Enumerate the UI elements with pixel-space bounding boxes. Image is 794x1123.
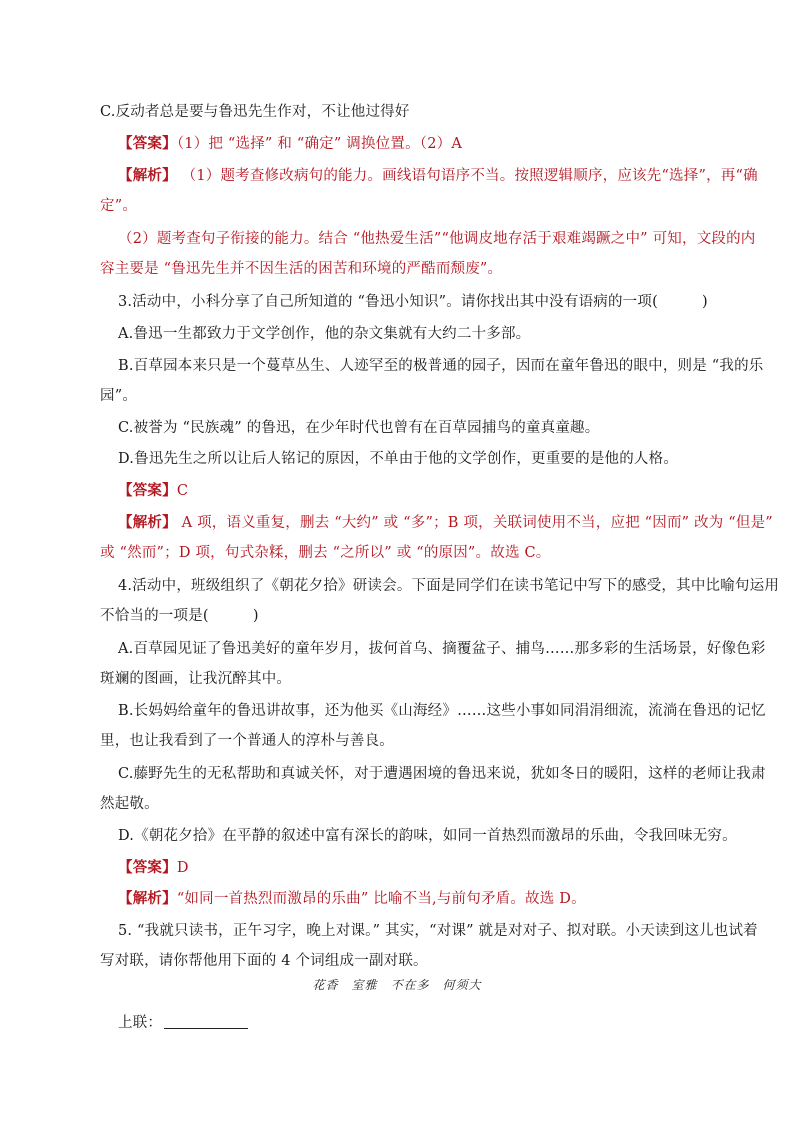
upper-couplet-blank[interactable] (164, 1014, 248, 1029)
q4-option-a-line2: 斑斓的图画，让我沉醉其中。 (100, 671, 292, 687)
q3-option-b-line2: 园”。 (100, 388, 138, 404)
q3-answer (118, 481, 724, 501)
q2-analysis2-line1: （2）题考查句子衔接的能力。结合 “他热爱生活”“他调皮地存活于艰难竭蹶之中” 可知，文段的内 (118, 231, 756, 247)
q4-option-b-line2: 里，也让我看到了一个普通人的淳朴与善良。 (100, 733, 394, 749)
q3-analysis-line2: 或 “然而”；D 项，句式杂糅，删去 “之所以” 或 “的原因”。故选 C。 (100, 545, 551, 561)
answer-tag: 【答案】 (118, 859, 177, 876)
couplet-words: 花香 室雅 不在多 何须大 (312, 978, 482, 992)
upper-couplet-label: 上联： (118, 1015, 163, 1031)
q4-option-d: D.《朝花夕拾》在平静的叙述中富有深长的韵味，如同一首热烈而激昂的乐曲，令我回味无穷。 (118, 828, 737, 844)
q4-option-c-line1: C.藤野先生的无私帮助和真诚关怀，对于遭遇困境的鲁迅来说，犹如冬日的暖阳，这样的老师让我肃 (118, 766, 766, 782)
q2-analysis (118, 166, 758, 186)
q4-question-line2: 不恰当的一项是( ) (100, 608, 259, 624)
q5-question-line2: 写对联，请你帮他用下面的 4 个词组成一副对联。 (100, 953, 428, 969)
answer-tag: 【答案】 (118, 135, 177, 152)
q3-option-c: C.被誉为 “民族魂” 的鲁迅，在少年时代也曾有在百草园捕鸟的童真童趣。 (118, 420, 600, 436)
q2-analysis2-line2: 容主要是 “鲁迅先生并不因生活的困苦和环境的严酷而颓废”。 (100, 261, 503, 277)
q3-analysis (118, 513, 773, 533)
q4-answer-text: D (176, 860, 189, 876)
q5-question-line1: 5. “我就只读书，正午习字，晚上对课。” 其实，“对课” 就是对对子、拟对联。小天读到这儿也试着 (118, 923, 758, 939)
q4-option-a-line1: A.百草园见证了鲁迅美好的童年岁月，拔何首乌、摘覆盆子、捕鸟……那多彩的生活场景，好像色彩 (118, 641, 766, 657)
q3-option-a: A.鲁迅一生都致力于文学创作，他的杂文集就有大约二十多部。 (118, 326, 531, 342)
q2-analysis-line1: （1）题考查修改病句的能力。画线语句语序不当。按照逻辑顺序，应该先“选择”，再“确 (181, 168, 758, 184)
q4-option-c-line2: 然起敬。 (100, 796, 159, 812)
q3-question: 3.活动中，小科分享了自己所知道的 “鲁迅小知识”。请你找出其中没有语病的一项( ) (118, 294, 708, 310)
q2-answer-text: （1）把 “选择” 和 “确定” 调换位置。（2）A (176, 136, 463, 152)
q3-option-b-line1: B.百草园本来只是一个蔓草丛生、人迹罕至的极普通的园子，因而在童年鲁迅的眼中，则是 “我的乐 (118, 358, 764, 374)
q2-answer (118, 134, 724, 154)
analysis-tag: 【解析】 (118, 167, 177, 184)
q4-question-line1: 4.活动中，班级组织了《朝花夕拾》研读会。下面是同学们在读书笔记中写下的感受，其中比喻句运用 (118, 578, 780, 594)
analysis-tag: 【解析】 (118, 890, 177, 907)
q2-analysis-line2: 定”。 (100, 198, 138, 214)
q4-analysis (118, 889, 724, 909)
q2-option-c: C.反动者总是要与鲁迅先生作对，不让他过得好 (100, 104, 410, 120)
q3-analysis-line1: A 项，语义重复，删去 “大约” 或 “多”；B 项，关联词使用不当，应把 “因而” 改为 “但是” (181, 515, 773, 531)
q4-analysis-text: “如同一首热烈而激昂的乐曲” 比喻不当,与前句矛盾。故选 D。 (176, 891, 586, 907)
q3-answer-text: C (176, 483, 189, 499)
upper-couplet-row (118, 1013, 724, 1033)
answer-tag: 【答案】 (118, 482, 177, 499)
q3-option-d: D.鲁迅先生之所以让后人铭记的原因，不单由于他的文学创作，更重要的是他的人格。 (118, 451, 679, 467)
q4-answer (118, 858, 724, 878)
analysis-tag: 【解析】 (118, 514, 177, 531)
q4-option-b-line1: B.长妈妈给童年的鲁迅讲故事，还为他买《山海经》……这些小事如同涓涓细流，流淌在鲁迅的记忆 (118, 703, 766, 719)
